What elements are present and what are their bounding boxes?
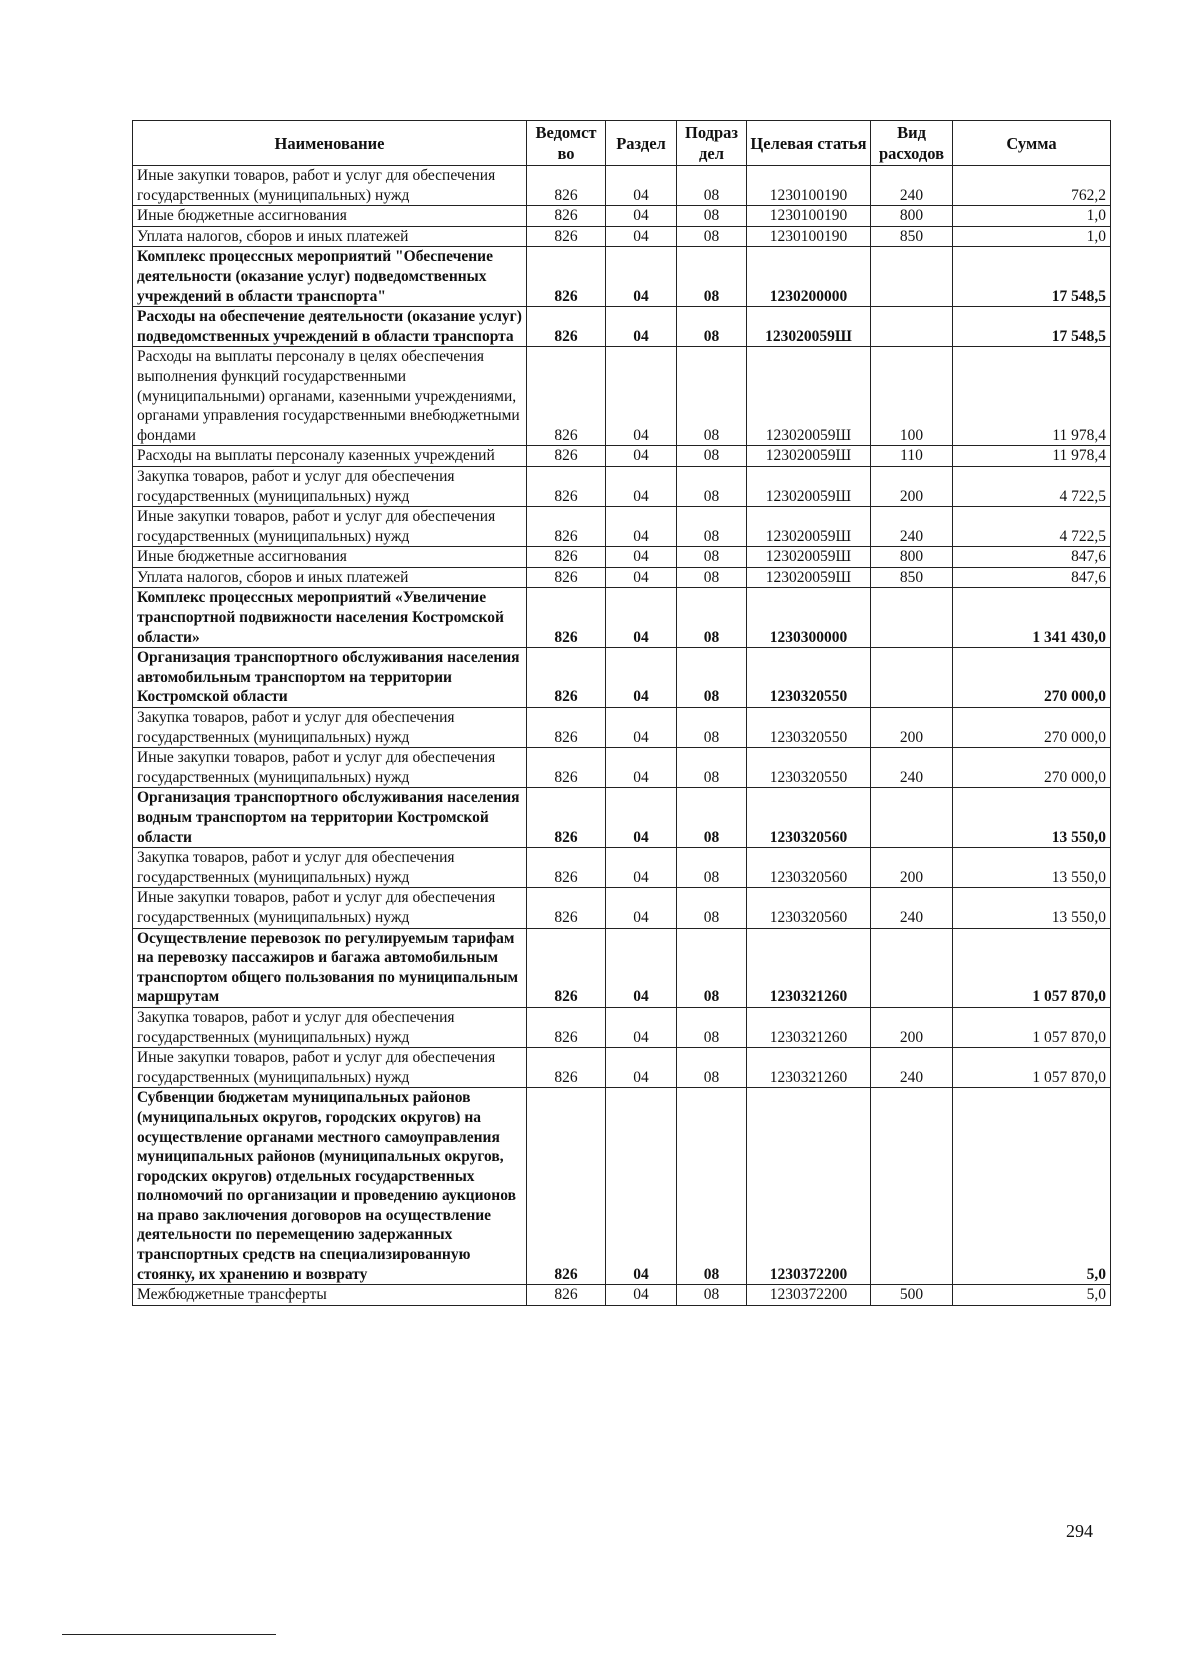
row-sum: 4 722,5 — [953, 507, 1111, 547]
table-row — [133, 466, 1111, 506]
row-subsection: 08 — [677, 347, 747, 446]
table-row — [133, 588, 1111, 648]
row-sum: 5,0 — [953, 1285, 1111, 1306]
row-section: 04 — [606, 748, 677, 788]
row-target: 1230200000 — [747, 247, 871, 307]
table-row — [133, 708, 1111, 748]
row-target: 123020059Ш — [747, 347, 871, 446]
row-name: Комплекс процессных мероприятий "Обеспечение деятельности (оказание услуг) подведомственных учреждений в области транспорта" — [133, 247, 527, 307]
row-subsection: 08 — [677, 1285, 747, 1306]
table-row — [133, 928, 1111, 1007]
row-kind: 240 — [871, 1048, 953, 1088]
table-row — [133, 788, 1111, 848]
row-section: 04 — [606, 466, 677, 506]
row-target: 1230321260 — [747, 928, 871, 1007]
row-section: 04 — [606, 247, 677, 307]
table-row — [133, 648, 1111, 708]
row-dept: 826 — [527, 307, 606, 347]
row-name: Закупка товаров, работ и услуг для обеспечения государственных (муниципальных) нужд — [133, 848, 527, 888]
row-target: 1230320550 — [747, 708, 871, 748]
table-row — [133, 446, 1111, 467]
row-subsection: 08 — [677, 166, 747, 206]
row-kind: 800 — [871, 206, 953, 227]
header-sum: Сумма — [953, 121, 1111, 166]
row-section: 04 — [606, 1285, 677, 1306]
row-section: 04 — [606, 567, 677, 588]
row-sum: 4 722,5 — [953, 466, 1111, 506]
row-section: 04 — [606, 1007, 677, 1047]
table-row — [133, 1088, 1111, 1285]
row-sum: 11 978,4 — [953, 446, 1111, 467]
row-section: 04 — [606, 446, 677, 467]
row-section: 04 — [606, 588, 677, 648]
budget-table-page — [132, 120, 1110, 1306]
table-row — [133, 567, 1111, 588]
row-section: 04 — [606, 648, 677, 708]
row-dept: 826 — [527, 1007, 606, 1047]
row-target: 1230321260 — [747, 1048, 871, 1088]
header-subsection: Подраз дел — [677, 121, 747, 166]
row-target: 1230320560 — [747, 888, 871, 928]
row-name: Закупка товаров, работ и услуг для обеспечения государственных (муниципальных) нужд — [133, 1007, 527, 1047]
table-row — [133, 848, 1111, 888]
row-sum: 1 057 870,0 — [953, 928, 1111, 1007]
table-row — [133, 748, 1111, 788]
row-dept: 826 — [527, 648, 606, 708]
row-name: Иные закупки товаров, работ и услуг для обеспечения государственных (муниципальных) нужд — [133, 166, 527, 206]
row-subsection: 08 — [677, 1007, 747, 1047]
row-target: 1230320550 — [747, 648, 871, 708]
row-section: 04 — [606, 347, 677, 446]
table-row — [133, 247, 1111, 307]
row-kind: 100 — [871, 347, 953, 446]
row-name: Расходы на выплаты персоналу в целях обеспечения выполнения функций государственными (муниципальными) органами, казенными учреждениями, органами управления государственными внебюджетными фондами — [133, 347, 527, 446]
row-target: 1230320560 — [747, 788, 871, 848]
row-subsection: 08 — [677, 226, 747, 247]
row-dept: 826 — [527, 1088, 606, 1285]
row-kind — [871, 1088, 953, 1285]
table-row — [133, 888, 1111, 928]
row-target: 1230100190 — [747, 166, 871, 206]
row-kind — [871, 307, 953, 347]
row-sum: 1,0 — [953, 206, 1111, 227]
row-subsection: 08 — [677, 446, 747, 467]
row-subsection: 08 — [677, 588, 747, 648]
row-name: Иные закупки товаров, работ и услуг для обеспечения государственных (муниципальных) нужд — [133, 1048, 527, 1088]
table-row — [133, 307, 1111, 347]
row-section: 04 — [606, 888, 677, 928]
row-name: Уплата налогов, сборов и иных платежей — [133, 226, 527, 247]
footnote-divider — [62, 1634, 276, 1635]
row-target: 1230300000 — [747, 588, 871, 648]
row-kind: 240 — [871, 888, 953, 928]
row-kind: 200 — [871, 708, 953, 748]
row-target: 123020059Ш — [747, 507, 871, 547]
row-dept: 826 — [527, 466, 606, 506]
row-section: 04 — [606, 928, 677, 1007]
row-kind: 800 — [871, 547, 953, 568]
row-kind — [871, 928, 953, 1007]
header-section: Раздел — [606, 121, 677, 166]
row-dept: 826 — [527, 888, 606, 928]
table-row — [133, 1048, 1111, 1088]
row-target: 123020059Ш — [747, 307, 871, 347]
row-name: Осуществление перевозок по регулируемым тарифам на перевозку пассажиров и багажа автомобильным транспортом общего пользования по муниципальным маршрутам — [133, 928, 527, 1007]
row-kind — [871, 788, 953, 848]
row-target: 1230320550 — [747, 748, 871, 788]
row-kind — [871, 588, 953, 648]
row-sum: 13 550,0 — [953, 888, 1111, 928]
row-dept: 826 — [527, 226, 606, 247]
row-target: 1230320560 — [747, 848, 871, 888]
row-dept: 826 — [527, 588, 606, 648]
row-kind: 850 — [871, 567, 953, 588]
row-kind: 240 — [871, 507, 953, 547]
row-target: 123020059Ш — [747, 567, 871, 588]
row-sum: 13 550,0 — [953, 848, 1111, 888]
header-target: Целевая статья — [747, 121, 871, 166]
row-section: 04 — [606, 788, 677, 848]
row-kind — [871, 247, 953, 307]
table-row — [133, 1285, 1111, 1306]
row-section: 04 — [606, 226, 677, 247]
row-sum: 270 000,0 — [953, 708, 1111, 748]
row-sum: 17 548,5 — [953, 247, 1111, 307]
row-subsection: 08 — [677, 848, 747, 888]
row-section: 04 — [606, 166, 677, 206]
row-dept: 826 — [527, 748, 606, 788]
row-dept: 826 — [527, 507, 606, 547]
row-target: 1230372200 — [747, 1285, 871, 1306]
row-subsection: 08 — [677, 648, 747, 708]
row-sum: 1 341 430,0 — [953, 588, 1111, 648]
row-subsection: 08 — [677, 928, 747, 1007]
row-sum: 17 548,5 — [953, 307, 1111, 347]
page-number: 294 — [1066, 1521, 1093, 1541]
table-row — [133, 507, 1111, 547]
row-name: Иные бюджетные ассигнования — [133, 547, 527, 568]
row-subsection: 08 — [677, 466, 747, 506]
row-dept: 826 — [527, 928, 606, 1007]
row-target: 1230100190 — [747, 226, 871, 247]
row-dept: 826 — [527, 708, 606, 748]
row-subsection: 08 — [677, 788, 747, 848]
row-section: 04 — [606, 1088, 677, 1285]
row-kind: 240 — [871, 166, 953, 206]
table-row — [133, 1007, 1111, 1047]
row-section: 04 — [606, 206, 677, 227]
row-name: Закупка товаров, работ и услуг для обеспечения государственных (муниципальных) нужд — [133, 708, 527, 748]
row-dept: 826 — [527, 547, 606, 568]
row-kind: 200 — [871, 1007, 953, 1047]
row-subsection: 08 — [677, 708, 747, 748]
row-dept: 826 — [527, 848, 606, 888]
table-row — [133, 226, 1111, 247]
row-name: Межбюджетные трансферты — [133, 1285, 527, 1306]
row-name: Уплата налогов, сборов и иных платежей — [133, 567, 527, 588]
row-subsection: 08 — [677, 748, 747, 788]
row-sum: 270 000,0 — [953, 748, 1111, 788]
table-row — [133, 206, 1111, 227]
row-subsection: 08 — [677, 1048, 747, 1088]
table-body — [133, 166, 1111, 1306]
row-subsection: 08 — [677, 888, 747, 928]
row-target: 1230372200 — [747, 1088, 871, 1285]
row-section: 04 — [606, 507, 677, 547]
row-dept: 826 — [527, 206, 606, 227]
table-row — [133, 347, 1111, 446]
row-target: 123020059Ш — [747, 446, 871, 467]
row-section: 04 — [606, 547, 677, 568]
row-kind: 110 — [871, 446, 953, 467]
row-kind: 200 — [871, 466, 953, 506]
row-target: 1230321260 — [747, 1007, 871, 1047]
row-kind: 500 — [871, 1285, 953, 1306]
budget-table — [132, 120, 1111, 1306]
row-sum: 13 550,0 — [953, 788, 1111, 848]
row-sum: 270 000,0 — [953, 648, 1111, 708]
row-subsection: 08 — [677, 547, 747, 568]
row-dept: 826 — [527, 567, 606, 588]
row-sum: 847,6 — [953, 567, 1111, 588]
row-kind: 240 — [871, 748, 953, 788]
row-sum: 11 978,4 — [953, 347, 1111, 446]
row-sum: 847,6 — [953, 547, 1111, 568]
row-kind: 850 — [871, 226, 953, 247]
row-dept: 826 — [527, 347, 606, 446]
row-name: Иные бюджетные ассигнования — [133, 206, 527, 227]
row-target: 1230100190 — [747, 206, 871, 227]
row-sum: 5,0 — [953, 1088, 1111, 1285]
row-name: Расходы на выплаты персоналу казенных учреждений — [133, 446, 527, 467]
row-dept: 826 — [527, 166, 606, 206]
row-dept: 826 — [527, 788, 606, 848]
row-name: Организация транспортного обслуживания населения автомобильным транспортом на территории Костромской области — [133, 648, 527, 708]
row-name: Иные закупки товаров, работ и услуг для обеспечения государственных (муниципальных) нужд — [133, 888, 527, 928]
row-name: Закупка товаров, работ и услуг для обеспечения государственных (муниципальных) нужд — [133, 466, 527, 506]
row-kind: 200 — [871, 848, 953, 888]
row-sum: 1 057 870,0 — [953, 1048, 1111, 1088]
row-section: 04 — [606, 848, 677, 888]
row-target: 123020059Ш — [747, 466, 871, 506]
header-dept: Ведомст во — [527, 121, 606, 166]
row-section: 04 — [606, 307, 677, 347]
row-subsection: 08 — [677, 307, 747, 347]
row-name: Комплекс процессных мероприятий «Увеличение транспортной подвижности населения Костромской области» — [133, 588, 527, 648]
row-name: Иные закупки товаров, работ и услуг для обеспечения государственных (муниципальных) нужд — [133, 748, 527, 788]
header-kind: Вид расходов — [871, 121, 953, 166]
header-name: Наименование — [133, 121, 527, 166]
row-dept: 826 — [527, 1285, 606, 1306]
row-name: Расходы на обеспечение деятельности (оказание услуг) подведомственных учреждений в области транспорта — [133, 307, 527, 347]
row-sum: 762,2 — [953, 166, 1111, 206]
table-row — [133, 166, 1111, 206]
header-row — [133, 121, 1111, 166]
row-subsection: 08 — [677, 206, 747, 227]
table-row — [133, 547, 1111, 568]
row-sum: 1,0 — [953, 226, 1111, 247]
row-dept: 826 — [527, 446, 606, 467]
row-dept: 826 — [527, 1048, 606, 1088]
row-section: 04 — [606, 708, 677, 748]
row-subsection: 08 — [677, 1088, 747, 1285]
row-name: Иные закупки товаров, работ и услуг для обеспечения государственных (муниципальных) нужд — [133, 507, 527, 547]
row-subsection: 08 — [677, 567, 747, 588]
row-subsection: 08 — [677, 247, 747, 307]
row-target: 123020059Ш — [747, 547, 871, 568]
row-subsection: 08 — [677, 507, 747, 547]
row-kind — [871, 648, 953, 708]
row-name: Субвенции бюджетам муниципальных районов (муниципальных округов, городских округов) на осуществление органами местного самоуправления муниципальных районов (муниципальных округов, городских округов) отдельных государственных полномочий по организации и проведению аукционов на право заключения договоров на осуществление деятельности по перемещению задержанных транспортных средств на специализированную стоянку, их хранению и возврату — [133, 1088, 527, 1285]
row-sum: 1 057 870,0 — [953, 1007, 1111, 1047]
row-section: 04 — [606, 1048, 677, 1088]
row-dept: 826 — [527, 247, 606, 307]
row-name: Организация транспортного обслуживания населения водным транспортом на территории Костромской области — [133, 788, 527, 848]
